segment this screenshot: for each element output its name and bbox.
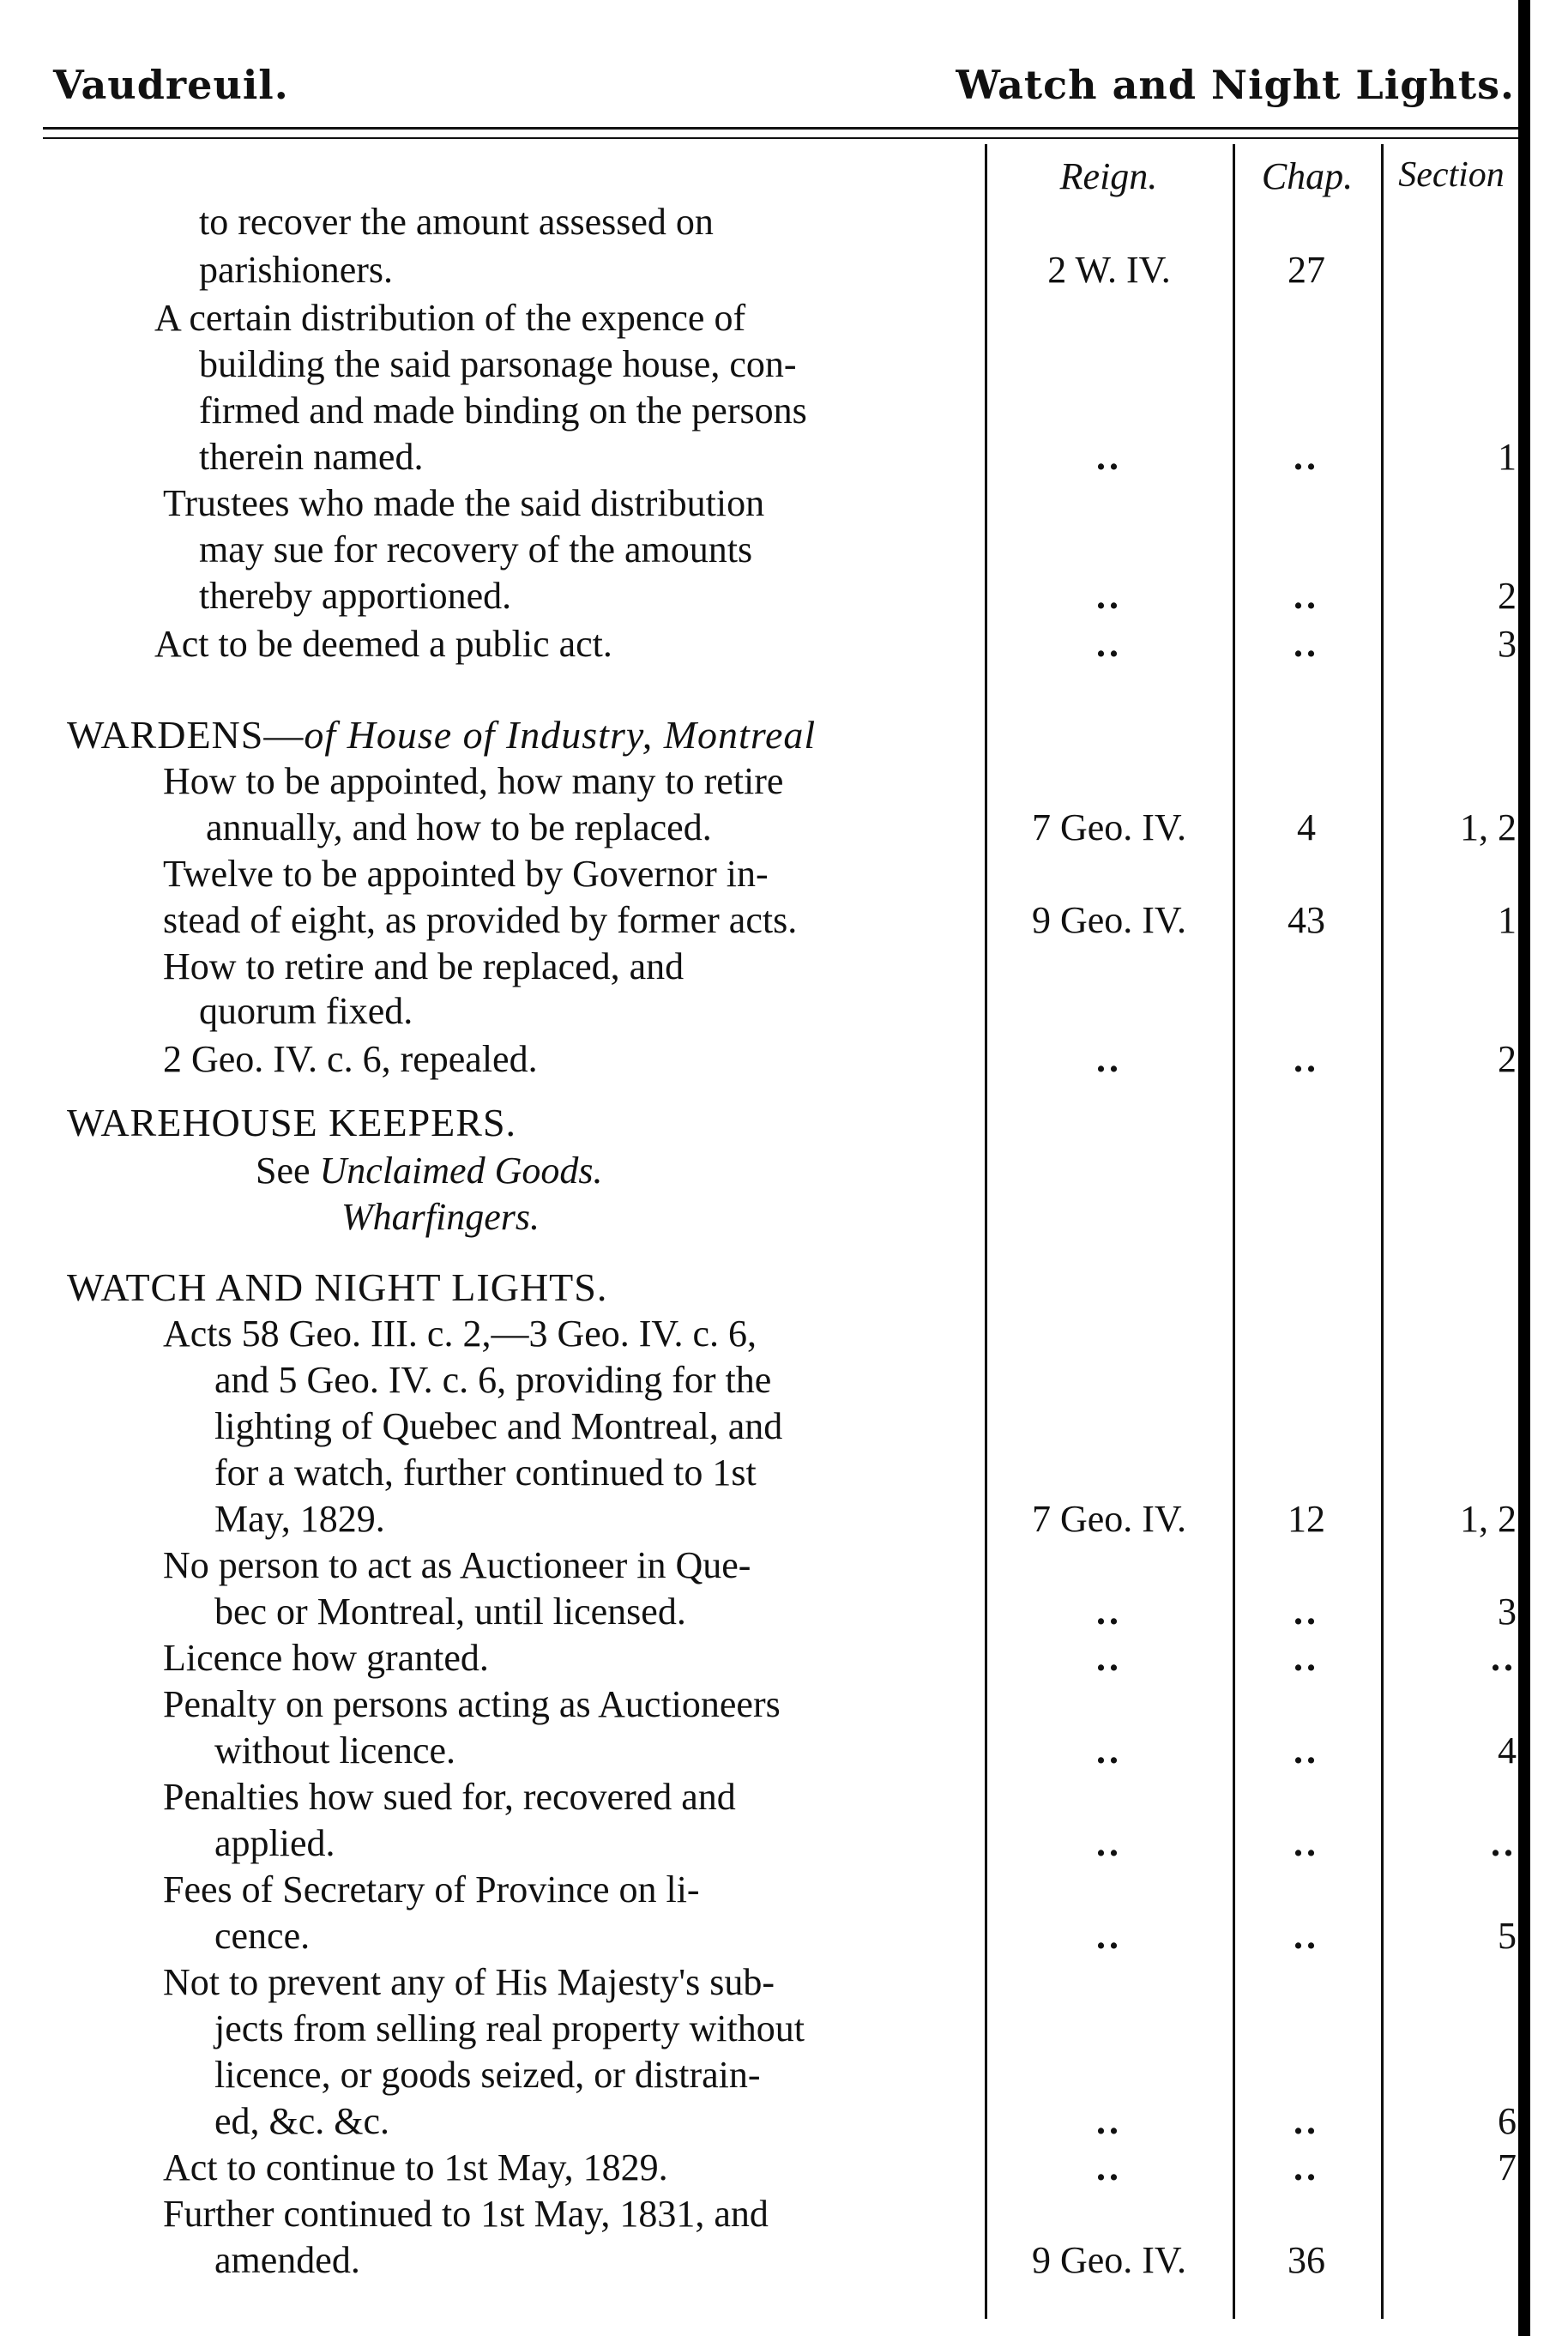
section-cell: .. [1491,1822,1517,1864]
reign-cell: .. [1096,436,1122,478]
chapter-cell: 36 [1288,2239,1325,2281]
index-line [214,1728,455,1774]
entry-text: WARDENS— [67,713,305,757]
index-line [214,2237,360,2284]
index-line [163,1774,736,1820]
index-line [154,295,745,341]
section-cell: 2 [1498,575,1517,617]
header-rule [43,127,1518,130]
index-line [163,480,764,527]
reign-cell: .. [1096,1038,1122,1080]
entry-reference: of House of Industry, Montreal [304,713,817,757]
reign-cell: 9 Geo. IV. [1031,899,1187,941]
index-line [206,805,712,851]
section-cell: 2 [1498,1038,1517,1080]
entry-text: applied. [214,1822,335,1864]
chapter-cell: 12 [1288,1498,1325,1540]
chapter-cell: .. [1294,2100,1319,2142]
entry-text: firmed and made binding on the persons [199,389,807,432]
entry-text: See [256,1150,320,1192]
entry-text: amended. [214,2239,360,2281]
index-line [199,434,423,480]
entry-text: thereby apportioned. [199,575,512,617]
section-cell: .. [1491,1637,1517,1679]
reign-cell: 2 W. IV. [1047,249,1171,291]
reign-cell: .. [1096,2146,1122,2188]
reign-cell: .. [1096,1915,1122,1957]
entry-text: No person to act as Auctioneer in Que- [163,1544,751,1586]
entry-text: ed, &c. &c. [214,2100,390,2142]
index-line [214,1357,771,1403]
chapter-cell: .. [1294,1591,1319,1633]
index-line [67,1265,607,1311]
index-line [163,1681,781,1728]
entry-text: cence. [214,1915,311,1957]
entry-reference: Wharfingers. [341,1196,540,1238]
section-cell: 1 [1498,899,1517,941]
column-header-reign: Reign. [1059,155,1158,197]
entry-text: Act to continue to 1st May, 1829. [163,2146,668,2188]
reign-cell: .. [1096,1729,1122,1772]
index-line [163,2191,769,2237]
entry-text: Twelve to be appointed by Governor in- [163,853,769,895]
entry-text: Act to be deemed a public act. [154,623,612,665]
index-line [214,2052,761,2098]
chapter-cell: 27 [1288,249,1325,291]
entry-text: How to retire and be replaced, and [163,945,684,987]
index-line [67,712,816,758]
chapter-cell: 43 [1288,899,1325,941]
chapter-cell: .. [1294,623,1319,665]
reign-cell: .. [1096,2100,1122,2142]
section-cell: 3 [1498,623,1517,665]
running-header-right: Watch and Night Lights. [956,62,1515,108]
entry-text: and 5 Geo. IV. c. 6, providing for the [214,1359,772,1401]
index-line [154,621,612,667]
chapter-cell: .. [1294,436,1319,478]
index-line [214,1820,335,1867]
running-header-left: Vaudreuil. [53,62,289,108]
index-line [67,1100,516,1146]
index-line [199,341,797,388]
chapter-cell: .. [1294,1729,1319,1772]
reign-cell: 9 Geo. IV. [1031,2239,1187,2281]
reign-cell: .. [1096,575,1122,617]
index-line [199,247,393,293]
entry-text: Acts 58 Geo. III. c. 2,—3 Geo. IV. c. 6, [163,1313,757,1355]
index-line [199,988,413,1035]
index-line [163,2145,668,2191]
index-line [163,1311,757,1357]
index-line [163,1867,700,1913]
reign-cell: .. [1096,1822,1122,1864]
reign-cell: .. [1096,623,1122,665]
index-line [163,758,783,805]
entry-text: building the said parsonage house, con- [199,343,797,385]
chapter-cell: .. [1294,1822,1319,1864]
section-cell: 1, 2 [1460,1498,1517,1540]
section-cell: 5 [1498,1915,1517,1957]
entry-text: May, 1829. [214,1498,385,1540]
index-line [163,1959,775,2006]
entry-text: for a watch, further continued to 1st [214,1452,757,1494]
entry-text: Trustees who made the said distribution [163,482,765,524]
reign-cell: 7 Geo. IV. [1031,806,1187,848]
chapter-cell: .. [1294,1038,1319,1080]
reign-cell: .. [1096,1591,1122,1633]
entry-text: quorum fixed. [199,990,413,1032]
entry-text: annually, and how to be replaced. [206,806,712,848]
index-line [199,199,714,245]
index-line [214,1913,310,1959]
reign-cell: .. [1096,1637,1122,1679]
index-line [214,1496,385,1542]
page-edge [1518,0,1530,2336]
reign-cell: 7 Geo. IV. [1031,1498,1187,1540]
entry-text: Not to prevent any of His Majesty's sub- [163,1961,775,2003]
entry-text: licence, or goods seized, or distrain- [214,2054,761,2096]
index-line [163,1036,538,1083]
index-line [214,1403,782,1450]
entry-text: WAREHOUSE KEEPERS. [67,1101,517,1144]
entry-text: bec or Montreal, until licensed. [214,1591,686,1633]
entry-text: parishioners. [199,249,394,291]
entry-reference: Unclaimed Goods. [319,1150,603,1192]
section-cell: 4 [1498,1729,1517,1772]
index-line [163,1542,751,1589]
section-cell: 1 [1498,436,1517,478]
entry-text: Penalties how sued for, recovered and [163,1776,736,1818]
entry-text: Penalty on persons acting as Auctioneers [163,1683,781,1725]
index-line [199,388,807,434]
entry-text: without licence. [214,1729,456,1772]
chapter-cell: .. [1294,575,1319,617]
index-line [163,1635,489,1681]
header-rule-thin [43,137,1518,139]
index-line [214,1589,686,1635]
section-cell: 7 [1498,2146,1517,2188]
entry-text: A certain distribution of the expence of [154,297,746,339]
chapter-cell: .. [1294,2146,1319,2188]
index-line [163,944,684,990]
chapter-cell: .. [1294,1915,1319,1957]
index-line [214,1450,757,1496]
entry-text: 2 Geo. IV. c. 6, repealed. [163,1038,538,1080]
index-line [256,1148,603,1194]
column-rule-reign [985,144,987,2319]
entry-text: stead of eight, as provided by former acts. [163,899,798,941]
entry-text: Licence how granted. [163,1637,489,1679]
section-cell: 1, 2 [1460,806,1517,848]
index-line [163,897,797,944]
column-header-chap: Chap. [1261,155,1354,197]
entry-text: to recover the amount assessed on [199,201,714,243]
index-line [199,527,752,573]
entry-text: lighting of Quebec and Montreal, and [214,1405,783,1447]
entry-text: may sue for recovery of the amounts [199,528,753,570]
entry-text: Fees of Secretary of Province on li- [163,1868,700,1910]
chapter-cell: 4 [1297,806,1316,848]
section-cell: 6 [1498,2100,1517,2142]
entry-text: Further continued to 1st May, 1831, and [163,2193,769,2235]
entry-text: jects from selling real property without [214,2007,805,2049]
entry-text: therein named. [199,436,424,478]
index-line [214,2006,805,2052]
chapter-cell: .. [1294,1637,1319,1679]
column-header-section: Section [1398,155,1505,195]
index-line [163,851,769,897]
index-line [199,573,511,619]
entry-text: WATCH AND NIGHT LIGHTS. [67,1265,608,1309]
entry-text: How to be appointed, how many to retire [163,760,784,802]
section-cell: 3 [1498,1591,1517,1633]
index-line [341,1194,540,1240]
index-line [214,2098,389,2145]
